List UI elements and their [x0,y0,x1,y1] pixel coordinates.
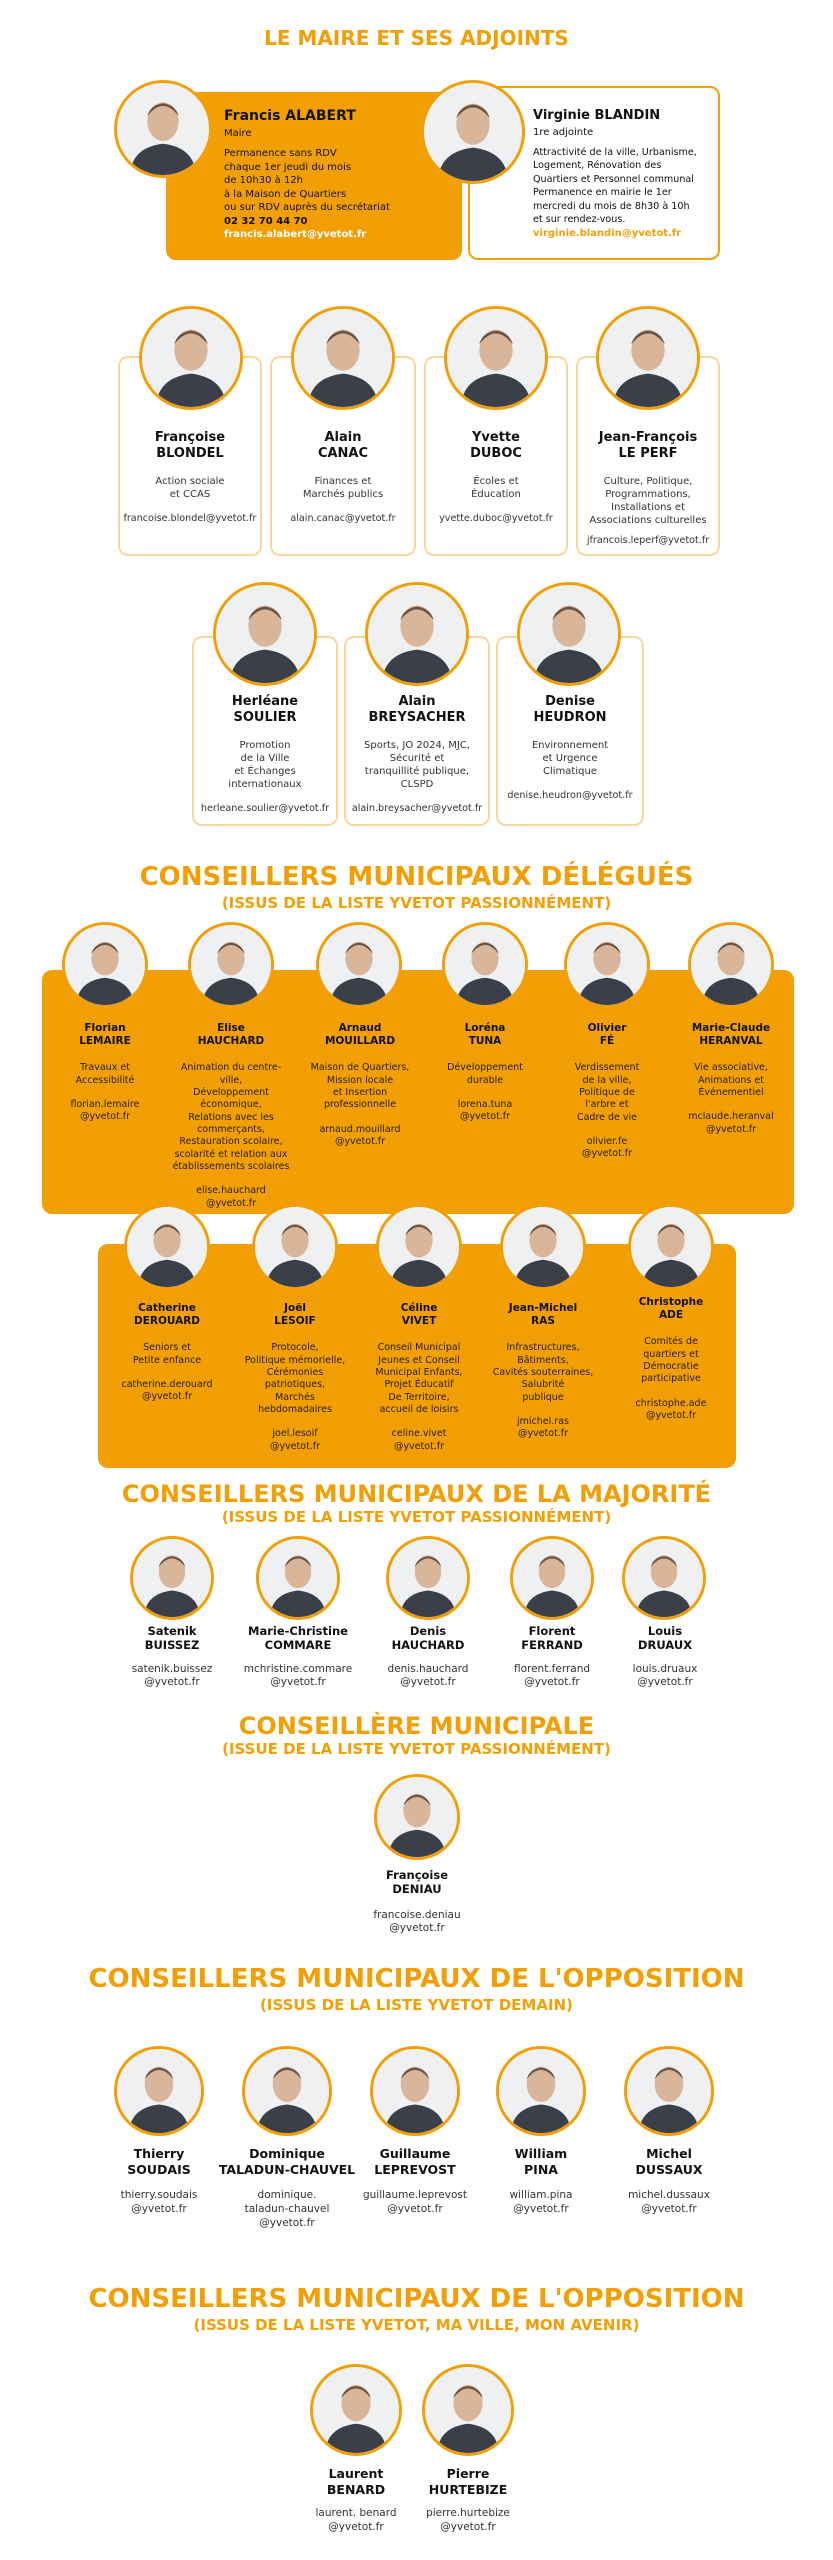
adjoint-role: Écoles et Éducation [471,475,521,500]
section-subtitle-opposition1: (ISSUS DE LA LISTE YVETOT DEMAIN) [260,1996,573,2014]
majorite-photo [256,1536,340,1620]
delegue-email[interactable]: mclaude.heranval @yvetot.fr [688,1111,774,1135]
adjoint-email[interactable]: denise.heudron@yvetot.fr [507,789,633,801]
opposition-last-name: BENARD [326,2481,386,2497]
opposition-email[interactable]: michel.dussaux @yvetot.fr [628,2189,710,2215]
adjoint-first-name: Denise [545,694,595,709]
delegue-last-name: DEROUARD [133,1315,201,1328]
opposition-photo [242,2046,332,2136]
majorite-cell [106,1624,238,1690]
adjoint-photo [213,582,317,686]
delegue-email[interactable]: olivier.fe @yvetot.fr [581,1135,633,1160]
opposition-cell [92,2146,226,2217]
delegue-first-name: Marie-Claude [691,1022,771,1034]
majorite-cell [362,1624,494,1690]
conseillere-email[interactable]: francoise.deniau @yvetot.fr [373,1908,461,1935]
delegue-role: Animation du centre- ville, Développement économique, Relations avec les commerçants, Restauration scolaire, scolarité et relation aux établissements scolaires [172,1062,290,1172]
adjoint-photo [517,582,621,686]
majorite-photo [386,1536,470,1620]
opposition-first-name: William [514,2146,568,2161]
adjointe1-email[interactable]: virginie.blandin@yvetot.fr [533,227,682,239]
adjoint-role: Promotion de la Ville et Échanges internationaux [228,739,302,790]
majorite-cell [604,1624,726,1690]
delegue-email[interactable]: florian.lemaire @yvetot.fr [70,1098,140,1123]
delegue-first-name: Catherine [138,1302,196,1314]
adjointe1-info: Attractivité de la ville, Urbanisme, Logement, Rénovation des Quartiers et Personnel communal Permanence en mairie le 1er mercredi du mois de 8h30 à 10h et sur rendez-vous. [533,147,697,226]
section-subtitle-majorite: (ISSUS DE LA LISTE YVETOT PASSIONNÉMENT) [221,1508,612,1526]
opposition-cell [400,2466,536,2535]
adjoint-text [344,694,490,815]
majorite-first-name: Florent [528,1624,576,1638]
opposition-photo [496,2046,586,2136]
adjoint-photo [291,306,395,410]
delegue-email[interactable]: catherine.derouard @yvetot.fr [121,1378,213,1403]
adjoint-email[interactable]: francoise.blondel@yvetot.fr [123,512,257,524]
adjoint-first-name: Alain [324,430,362,445]
delegue-cell [610,1296,732,1422]
opposition-photo [624,2046,714,2136]
delegue-photo [442,922,528,1008]
opposition-cell [350,2146,480,2217]
section-subtitle-opposition2: (ISSUS DE LA LISTE YVETOT, MA VILLE, MON AVENIR) [193,2316,640,2334]
opposition-cell [606,2146,732,2217]
opposition-email[interactable]: dominique. taladun-chauvel @yvetot.fr [244,2189,330,2229]
delegue-cell [668,1022,794,1136]
delegue-role: Travaux et Accessibilité [75,1062,135,1086]
conseillere-photo [374,1774,460,1860]
opposition-email[interactable]: william.pina @yvetot.fr [509,2189,573,2215]
delegue-last-name: ADE [658,1309,683,1322]
opposition-first-name: Laurent [328,2466,384,2481]
opposition-last-name: SOUDAIS [127,2161,191,2177]
section-title-conseillere: CONSEILLÈRE MUNICIPALE [238,1712,595,1740]
adjoint-photo [139,306,243,410]
adjoint-role: Action sociale et CCAS [155,475,225,500]
adjoint-last-name: CANAC [317,446,369,462]
majorite-first-name: Denis [409,1624,447,1638]
delegue-last-name: LEMAIRE [79,1035,131,1048]
opposition-last-name: DUSSAUX [635,2161,703,2177]
majorite-last-name: DRUAUX [637,1638,693,1653]
adjoint-role: Culture, Politique, Programmations, Installations et Associations culturelles [589,475,707,526]
adjointe1-name: Virginie BLANDIN [533,108,661,123]
opposition-photo [370,2046,460,2136]
delegue-email[interactable]: celine.vivet @yvetot.fr [391,1428,447,1452]
opposition-first-name: Pierre [446,2466,490,2481]
maire-info: Permanence sans RDV chaque 1er jeudi du mois de 10h30 à 12h à la Maison de Quartiers ou sur RDV auprès du secrétariat [224,148,390,213]
section-title-delegues: CONSEILLERS MUNICIPAUX DÉLÉGUÉS [139,862,694,892]
majorite-cell [488,1624,616,1690]
adjoint-photo [444,306,548,410]
adjoint-text [270,430,416,525]
delegue-photo [124,1204,210,1290]
adjoint-text [424,430,568,525]
majorite-last-name: BUISSEZ [144,1638,200,1653]
delegue-last-name: LESOIF [274,1315,316,1328]
majorite-photo [622,1536,706,1620]
conseillere-cell [350,1868,484,1936]
delegue-email[interactable]: christophe.ade @yvetot.fr [635,1397,707,1421]
delegue-last-name: VIVET [401,1315,437,1328]
delegue-last-name: FÉ [599,1035,615,1048]
opposition-first-name: Dominique [249,2146,325,2161]
adjoint-text [496,694,644,802]
maire-name: Francis ALABERT [224,108,356,124]
section-subtitle-delegues: (ISSUS DE LA LISTE YVETOT PASSIONNÉMENT) [221,894,612,912]
delegue-photo [316,922,402,1008]
delegue-role: Conseil Municipal Jeunes et Conseil Municipal Enfants, Projet Éducatif De Territoire, accueil de loisirs [375,1342,463,1415]
adjoint-role: Finances et Marchés publics [302,475,384,500]
delegue-role: Protocole, Politique mémorielle, Cérémonies patriotiques, Marchés hebdomadaires [244,1342,346,1415]
adjoint-first-name: Jean-François [598,430,698,445]
adjoint-text [192,694,338,815]
delegue-last-name: HAUCHARD [197,1035,265,1048]
delegue-role: Développement durable [447,1062,523,1086]
majorite-email[interactable]: florent.ferrand @yvetot.fr [513,1662,591,1689]
delegue-first-name: Joël [284,1302,306,1314]
delegue-photo [62,922,148,1008]
adjoint-role: Environnement et Urgence Climatique [531,739,609,777]
opposition-photo [422,2364,514,2456]
adjoint-email[interactable]: herleane.soulier@yvetot.fr [200,802,330,814]
opposition-last-name: TALADUN-CHAUVEL [218,2161,356,2177]
delegue-photo [252,1204,338,1290]
opposition-last-name: HURTEBIZE [428,2481,508,2497]
adjoint-last-name: BREYSACHER [368,710,466,726]
delegue-cell [166,1022,296,1210]
majorite-email[interactable]: mchristine.commare @yvetot.fr [243,1662,353,1689]
delegue-last-name: RAS [531,1315,555,1328]
delegue-cell [45,1022,165,1124]
delegue-email[interactable]: lorena.tuna @yvetot.fr [457,1098,513,1123]
delegue-cell [230,1302,360,1453]
majorite-email[interactable]: louis.druaux @yvetot.fr [632,1662,698,1689]
opposition-photo [114,2046,204,2136]
delegue-email[interactable]: arnaud.mouillard @yvetot.fr [319,1123,401,1147]
maire-role: Maire [224,128,252,139]
majorite-first-name: Louis [647,1624,683,1638]
adjoint-last-name: BLONDEL [156,446,224,462]
delegue-photo [564,922,650,1008]
section-title-maire: LE MAIRE ET SES ADJOINTS [264,26,569,50]
conseillere-first-name: Françoise [385,1868,449,1882]
opposition-email[interactable]: thierry.soudais @yvetot.fr [120,2189,198,2215]
delegue-cell [106,1302,228,1404]
adjoint-last-name: HEUDRON [533,710,607,726]
opposition-email[interactable]: pierre.hurtebize @yvetot.fr [426,2507,510,2533]
majorite-cell [228,1624,368,1690]
opposition-cell [218,2146,356,2230]
adjoint-photo [596,306,700,410]
adjoint-last-name: DUBOC [470,446,522,462]
adjoint-last-name: LE PERF [618,446,678,462]
opposition-email[interactable]: laurent. benard @yvetot.fr [315,2507,397,2533]
maire-phone: 02 32 70 44 70 [224,215,308,227]
opposition-first-name: Thierry [133,2146,185,2161]
delegue-cell [480,1302,606,1441]
delegue-first-name: Jean-Michel [508,1302,578,1314]
delegue-email[interactable]: jmichel.ras @yvetot.fr [517,1415,569,1440]
delegue-last-name: HERANVAL [699,1035,763,1048]
delegue-photo [376,1204,462,1290]
delegue-cell [360,1302,478,1453]
delegue-cell [424,1022,546,1124]
adjoint-email[interactable]: alain.canac@yvetot.fr [290,512,396,524]
delegue-first-name: Olivier [587,1022,627,1034]
delegue-first-name: Céline [400,1302,438,1314]
majorite-email[interactable]: satenik.buissez @yvetot.fr [131,1662,213,1689]
delegue-role: Verdissement de la ville, Politique de l'arbre et Cadre de vie [574,1062,640,1123]
section-subtitle-conseillere: (ISSUE DE LA LISTE YVETOT PASSIONNÉMENT) [222,1740,611,1758]
delegue-last-name: TUNA [468,1035,502,1048]
adjoint-last-name: SOULIER [233,710,297,726]
delegue-role: Maison de Quartiers, Mission locale et Insertion professionnelle [310,1062,410,1111]
adjoint-first-name: Françoise [154,430,226,445]
majorite-last-name: HAUCHARD [391,1638,465,1653]
delegue-role: Infrastructures, Bâtiments, Cavités souterraines, Salubrité publique [492,1342,594,1403]
majorite-last-name: COMMARE [264,1638,332,1653]
delegue-photo [500,1204,586,1290]
opposition-last-name: PINA [524,2161,558,2177]
adjoint-email[interactable]: yvette.duboc@yvetot.fr [439,512,553,524]
majorite-photo [130,1536,214,1620]
adjoint-text [576,430,720,547]
majorite-first-name: Satenik [147,1624,197,1638]
delegue-first-name: Florian [84,1022,126,1034]
adjointe1-photo [421,80,525,184]
opposition-photo [310,2364,402,2456]
opposition-first-name: Michel [646,2146,692,2161]
delegue-email[interactable]: elise.hauchard @yvetot.fr [196,1185,266,1209]
delegue-cell [298,1022,422,1148]
adjointe1-text [533,108,717,241]
majorite-first-name: Marie-Christine [248,1624,348,1638]
opposition-first-name: Guillaume [379,2146,451,2161]
maire-photo [114,80,212,178]
delegue-photo [688,922,774,1008]
adjoint-first-name: Herléane [231,694,299,709]
majorite-last-name: FERRAND [521,1638,583,1653]
section-title-opposition2: CONSEILLERS MUNICIPAUX DE L'OPPOSITION [88,2284,745,2314]
adjoint-role: Sports, JO 2024, MJC, Sécurité et tranquillité publique, CLSPD [364,739,470,790]
delegue-cell [548,1022,666,1161]
delegue-first-name: Arnaud [338,1022,382,1034]
adjointe1-role: 1re adjointe [533,127,594,138]
delegue-first-name: Christophe [638,1296,704,1308]
adjoint-first-name: Yvette [472,430,520,445]
delegue-role: Seniors et Petite enfance [132,1342,202,1366]
section-title-majorite: CONSEILLERS MUNICIPAUX DE LA MAJORITÉ [121,1480,712,1508]
opposition-last-name: LEPREVOST [374,2161,456,2177]
adjoint-first-name: Alain [398,694,436,709]
opposition-cell [478,2146,604,2217]
adjoint-text [118,430,262,525]
adjoint-photo [365,582,469,686]
delegue-photo [628,1204,714,1290]
adjoint-email[interactable]: alain.breysacher@yvetot.fr [351,802,483,814]
delegue-role: Vie associative, Animations et Événementiel [694,1062,768,1098]
adjoint-email[interactable]: jfrancois.leperf@yvetot.fr [586,534,710,546]
section-title-opposition1: CONSEILLERS MUNICIPAUX DE L'OPPOSITION [88,1964,745,1994]
majorite-email[interactable]: denis.hauchard @yvetot.fr [387,1662,469,1689]
majorite-photo [510,1536,594,1620]
maire-email[interactable]: francis.alabert@yvetot.fr [224,229,367,240]
delegue-email[interactable]: joel.lesoif @yvetot.fr [269,1428,321,1452]
delegue-photo [188,922,274,1008]
delegue-last-name: MOUILLARD [324,1035,396,1048]
delegue-first-name: Elise [217,1022,245,1034]
opposition-email[interactable]: guillaume.leprevost @yvetot.fr [362,2189,467,2215]
delegue-role: Comités de quartiers et Démocratie participative [641,1336,701,1385]
delegue-first-name: Loréna [464,1022,506,1034]
conseillere-last-name: DENIAU [392,1882,442,1897]
